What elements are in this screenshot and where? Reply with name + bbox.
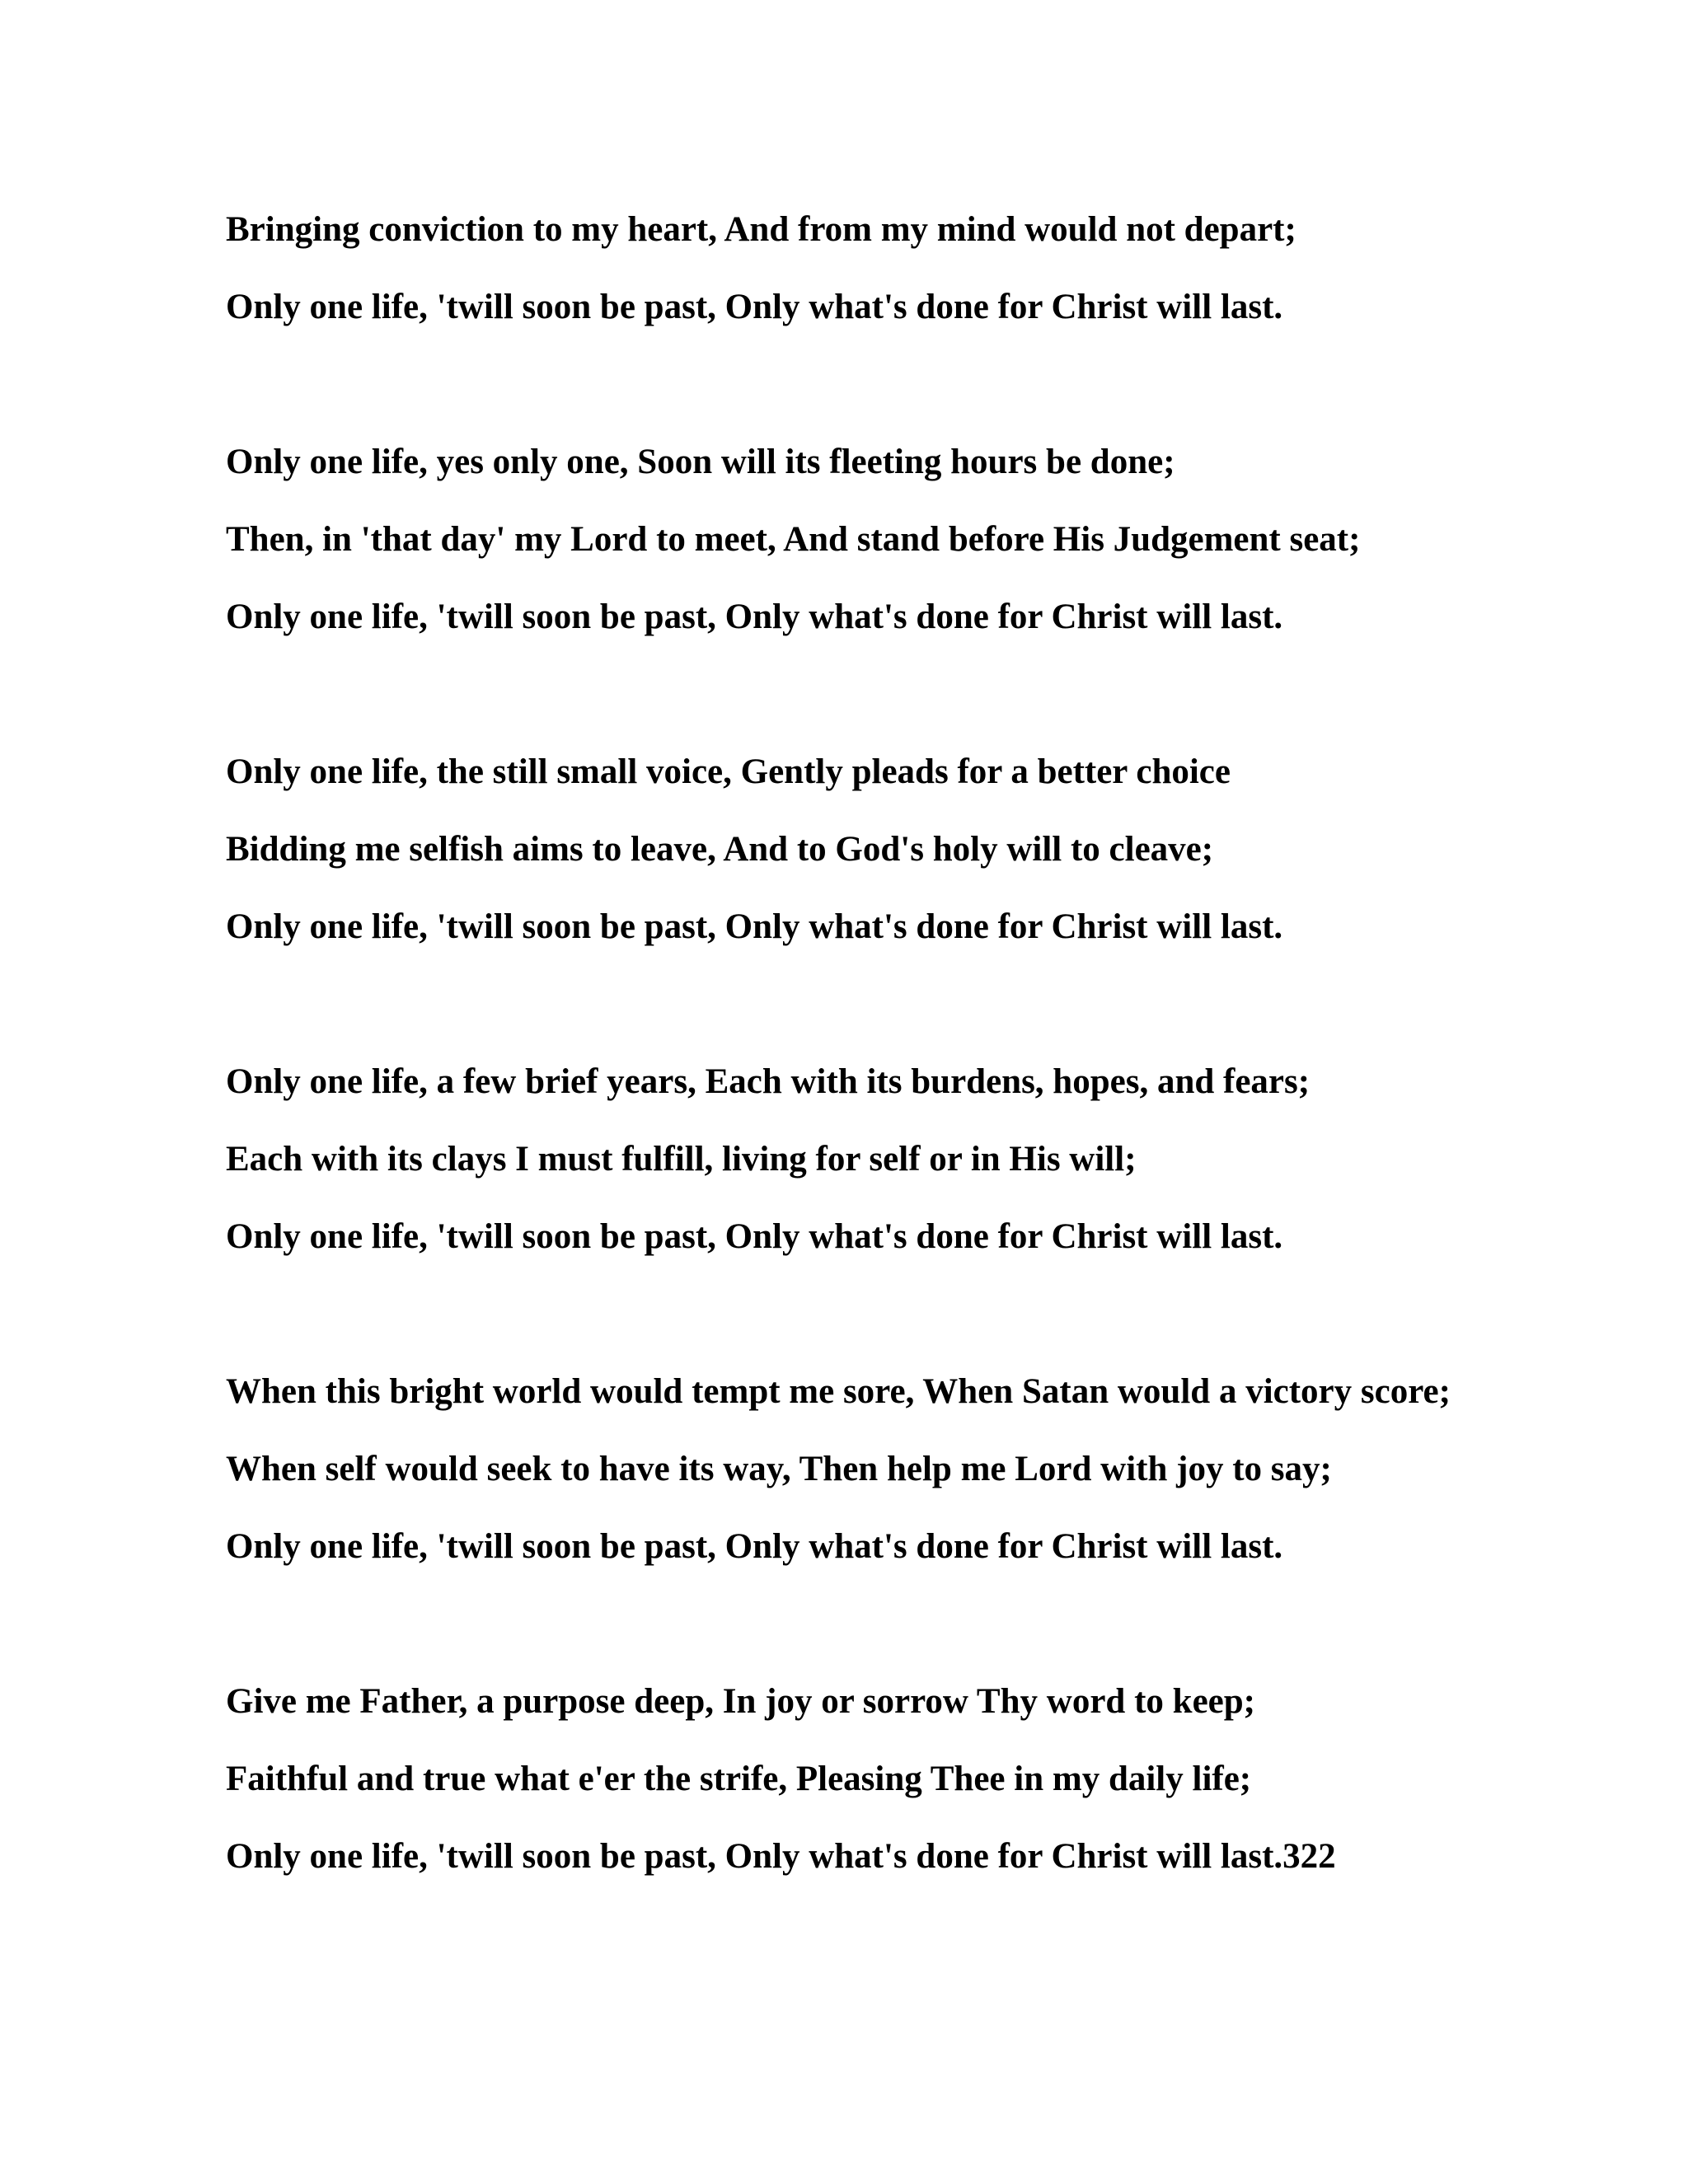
stanza-1 (198, 191, 1500, 346)
stanza-3 (198, 733, 1500, 966)
poem-line: When self would seek to have its way, Then help me Lord with joy to say; (226, 1450, 1332, 1488)
poem-line: Only one life, 'twill soon be past, Only what's done for Christ will last. (226, 288, 1283, 326)
poem-line: Only one life, 'twill soon be past, Only what's done for Christ will last. (226, 1217, 1283, 1256)
stanza-2 (198, 424, 1500, 656)
poem-line: Only one life, 'twill soon be past, Only what's done for Christ will last. (226, 1527, 1283, 1566)
poem-line: Only one life, a few brief years, Each with its burdens, hopes, and fears; (226, 1062, 1311, 1101)
poem-line: Bidding me selfish aims to leave, And to God's holy will to cleave; (226, 830, 1214, 869)
poem-line: When this bright world would tempt me sore, When Satan would a victory score; (226, 1372, 1451, 1411)
poem-line: Only one life, 'twill soon be past, Only what's done for Christ will last. (226, 907, 1283, 946)
poem-line: Bringing conviction to my heart, And from my mind would not depart; (226, 210, 1296, 249)
stanza-6 (198, 1663, 1500, 1896)
poem-line: Faithful and true what e'er the strife, Pleasing Thee in my daily life; (226, 1760, 1252, 1798)
poem-line: Only one life, yes only one, Soon will its fleeting hours be done; (226, 443, 1175, 481)
poem-text (198, 191, 1500, 1973)
poem-line: Only one life, the still small voice, Gently pleads for a better choice (226, 752, 1231, 791)
stanza-5 (198, 1353, 1500, 1586)
poem-line: Each with its clays I must fulfill, living for self or in His will; (226, 1140, 1137, 1179)
poem-line: Only one life, 'twill soon be past, Only what's done for Christ will last.322 (226, 1837, 1336, 1876)
poem-line: Then, in 'that day' my Lord to meet, And stand before His Judgement seat; (226, 520, 1361, 559)
poem-line: Give me Father, a purpose deep, In joy or sorrow Thy word to keep; (226, 1682, 1255, 1721)
poem-line: Only one life, 'twill soon be past, Only what's done for Christ will last. (226, 598, 1283, 636)
stanza-4 (198, 1043, 1500, 1276)
